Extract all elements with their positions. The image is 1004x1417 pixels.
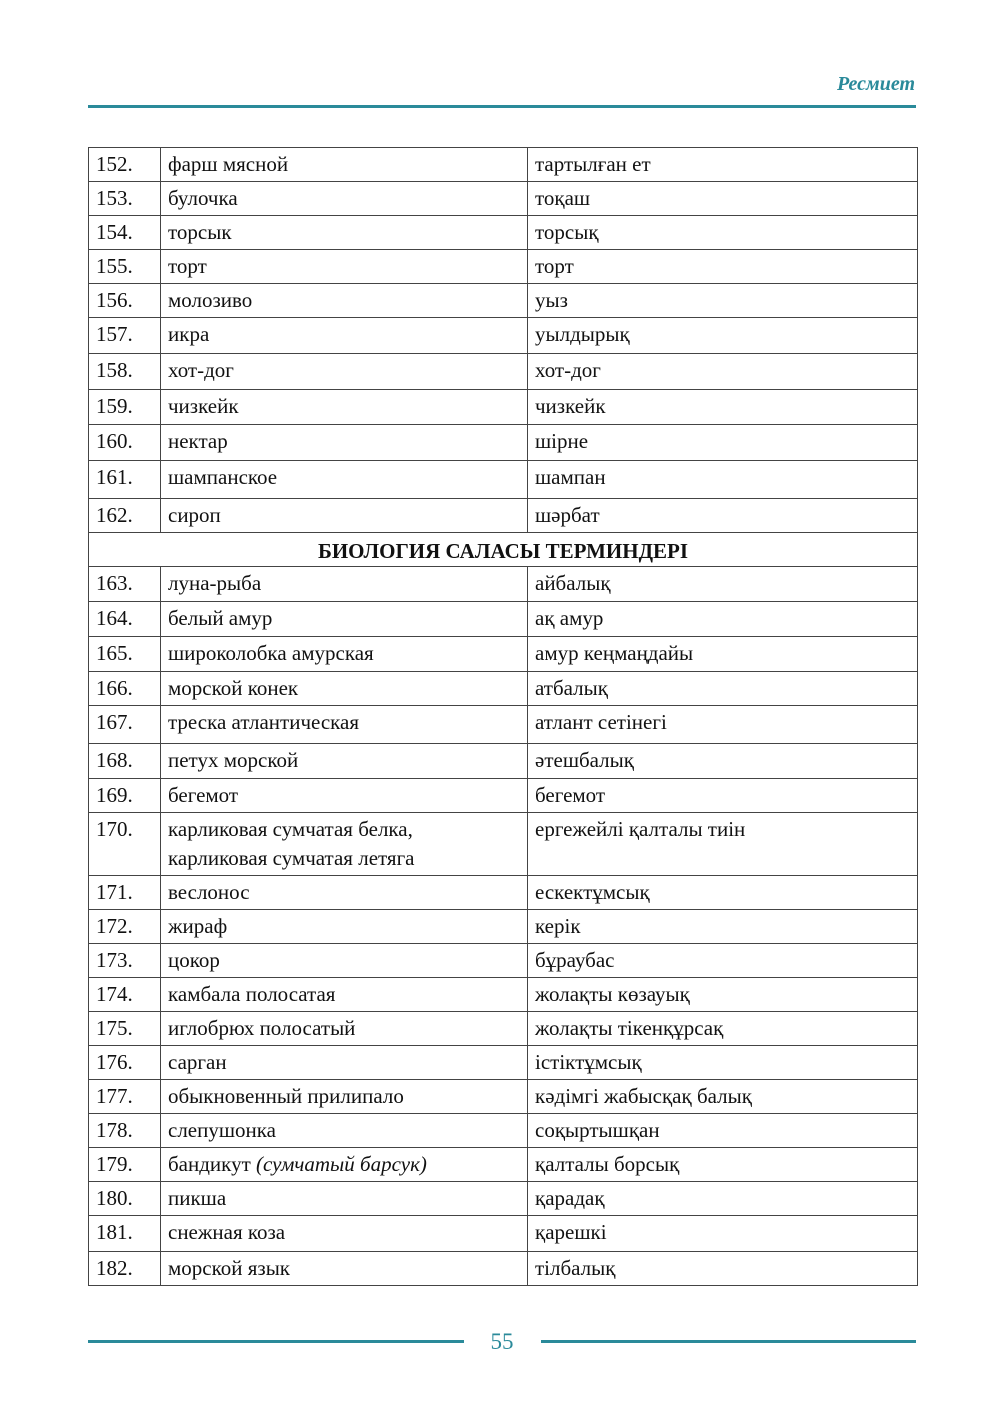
term-kazakh: айбалық: [528, 567, 918, 602]
term-russian-text: нектар: [168, 429, 228, 453]
term-number: 178.: [89, 1114, 161, 1148]
term-russian: [161, 182, 528, 216]
term-kazakh: ергежейлі қалталы тиін: [528, 813, 918, 876]
term-russian-text: шампанское: [168, 465, 278, 489]
term-kazakh: шампан: [528, 461, 918, 499]
table-row: [89, 910, 918, 944]
term-russian: [161, 876, 528, 910]
section-group: [89, 533, 918, 567]
section-title: БИОЛОГИЯ САЛАСЫ ТЕРМИНДЕРІ: [89, 533, 918, 567]
term-kazakh: торт: [528, 250, 918, 284]
header-rule: [88, 105, 916, 108]
term-russian: [161, 567, 528, 602]
term-number: 157.: [89, 318, 161, 354]
term-russian-text: торсык: [168, 220, 232, 244]
biology-terms-group: [89, 567, 918, 1286]
term-russian-note: (сумчатый барсук): [256, 1152, 427, 1176]
term-russian: [161, 216, 528, 250]
term-kazakh: уыз: [528, 284, 918, 318]
term-number: 171.: [89, 876, 161, 910]
term-russian: [161, 602, 528, 637]
term-number: 161.: [89, 461, 161, 499]
table-row: [89, 1252, 918, 1286]
term-number: 172.: [89, 910, 161, 944]
term-number: 152.: [89, 148, 161, 182]
term-russian: [161, 1114, 528, 1148]
term-number: 180.: [89, 1182, 161, 1216]
term-russian-text: треска атлантическая: [168, 710, 360, 734]
term-russian: [161, 1080, 528, 1114]
table-row: [89, 216, 918, 250]
table-row: [89, 944, 918, 978]
term-russian-text: камбала полосатая: [168, 982, 336, 1006]
table-row: [89, 1148, 918, 1182]
term-number: 164.: [89, 602, 161, 637]
term-number: 167.: [89, 706, 161, 744]
term-russian: [161, 706, 528, 744]
term-number: 181.: [89, 1216, 161, 1252]
term-russian-text: хот-дог: [168, 358, 234, 382]
term-number: 168.: [89, 744, 161, 779]
term-russian-text: жираф: [168, 914, 228, 938]
term-russian: [161, 461, 528, 499]
table-row: [89, 706, 918, 744]
term-number: 153.: [89, 182, 161, 216]
term-russian-text: морской язык: [168, 1256, 291, 1280]
term-kazakh: торсық: [528, 216, 918, 250]
table-row: [89, 354, 918, 390]
term-russian: [161, 744, 528, 779]
term-kazakh: кәдімгі жабысқақ балық: [528, 1080, 918, 1114]
table-row: [89, 148, 918, 182]
page-number: 55: [490, 1329, 514, 1354]
term-russian: [161, 499, 528, 533]
term-kazakh: тілбалық: [528, 1252, 918, 1286]
term-number: 162.: [89, 499, 161, 533]
term-kazakh: қарешкі: [528, 1216, 918, 1252]
term-kazakh: уылдырық: [528, 318, 918, 354]
term-kazakh: бұраубас: [528, 944, 918, 978]
term-russian: [161, 390, 528, 425]
term-number: 163.: [89, 567, 161, 602]
term-russian-text: чизкейк: [168, 394, 239, 418]
term-number: 156.: [89, 284, 161, 318]
term-kazakh: бегемот: [528, 779, 918, 813]
section-header-row: [89, 533, 918, 567]
term-russian-text: слепушонка: [168, 1118, 276, 1142]
term-russian-text: булочка: [168, 186, 238, 210]
footer-rule-left: [88, 1340, 464, 1343]
term-russian-text: луна-рыба: [168, 571, 262, 595]
term-russian: [161, 1148, 528, 1182]
table-row: [89, 425, 918, 461]
term-kazakh: жолақты көзауық: [528, 978, 918, 1012]
term-number: 169.: [89, 779, 161, 813]
term-number: 170.: [89, 813, 161, 876]
table-row: [89, 602, 918, 637]
term-number: 166.: [89, 672, 161, 706]
term-kazakh: ескектұмсық: [528, 876, 918, 910]
food-terms-group: [89, 148, 918, 533]
term-kazakh: шәрбат: [528, 499, 918, 533]
term-number: 173.: [89, 944, 161, 978]
term-russian: [161, 250, 528, 284]
term-russian-text: пикша: [168, 1186, 227, 1210]
term-russian: [161, 978, 528, 1012]
term-kazakh: жолақты тікенқұрсақ: [528, 1012, 918, 1046]
table-row: [89, 813, 918, 876]
term-russian-text: бандикут: [168, 1152, 251, 1176]
term-kazakh: ақ амур: [528, 602, 918, 637]
term-russian: [161, 1216, 528, 1252]
term-kazakh: тоқаш: [528, 182, 918, 216]
term-russian: [161, 672, 528, 706]
term-russian: [161, 813, 528, 876]
term-kazakh: тартылған ет: [528, 148, 918, 182]
term-kazakh: шірне: [528, 425, 918, 461]
term-russian: [161, 637, 528, 672]
term-number: 159.: [89, 390, 161, 425]
table-row: [89, 978, 918, 1012]
term-russian: [161, 1182, 528, 1216]
term-russian-text: бегемот: [168, 783, 239, 807]
term-number: 179.: [89, 1148, 161, 1182]
table-row: [89, 672, 918, 706]
term-russian: [161, 1046, 528, 1080]
table-row: [89, 1046, 918, 1080]
terms-table: [88, 147, 918, 1286]
term-russian: [161, 148, 528, 182]
term-kazakh: чизкейк: [528, 390, 918, 425]
term-russian: [161, 944, 528, 978]
term-russian-text: веслонос: [168, 880, 250, 904]
term-russian-text: сарган: [168, 1050, 227, 1074]
term-russian-text: обыкновенный прилипало: [168, 1084, 404, 1108]
table-row: [89, 637, 918, 672]
table-row: [89, 1114, 918, 1148]
table-row: [89, 390, 918, 425]
term-russian-text: белый амур: [168, 606, 273, 630]
term-russian-text: сироп: [168, 503, 221, 527]
term-kazakh: атлант сетінегі: [528, 706, 918, 744]
term-russian-text: широколобка амурская: [168, 641, 374, 665]
term-russian: [161, 425, 528, 461]
term-kazakh: қалталы борсық: [528, 1148, 918, 1182]
table-row: [89, 499, 918, 533]
term-number: 158.: [89, 354, 161, 390]
term-russian-text: цокор: [168, 948, 220, 972]
table-row: [89, 284, 918, 318]
running-header-title: Ресмиет: [837, 73, 915, 95]
table-row: [89, 1182, 918, 1216]
term-russian-text: иглобрюх полосатый: [168, 1016, 356, 1040]
term-russian: [161, 1012, 528, 1046]
table-row: [89, 779, 918, 813]
table-row: [89, 182, 918, 216]
term-number: 175.: [89, 1012, 161, 1046]
term-kazakh: амур кеңмаңдайы: [528, 637, 918, 672]
term-russian-text: торт: [168, 254, 207, 278]
term-number: 160.: [89, 425, 161, 461]
term-russian-text: карликовая сумчатая белка,: [168, 817, 413, 841]
table-row: [89, 318, 918, 354]
term-kazakh: атбалық: [528, 672, 918, 706]
table-row: [89, 461, 918, 499]
footer-rule-right: [541, 1340, 916, 1343]
term-russian: [161, 910, 528, 944]
term-number: 154.: [89, 216, 161, 250]
term-russian: [161, 284, 528, 318]
table-row: [89, 876, 918, 910]
term-kazakh: қарадақ: [528, 1182, 918, 1216]
term-kazakh: соқыртышқан: [528, 1114, 918, 1148]
term-russian-text: петух морской: [168, 748, 299, 772]
term-russian: [161, 1252, 528, 1286]
term-number: 165.: [89, 637, 161, 672]
table-row: [89, 1080, 918, 1114]
table-row: [89, 1012, 918, 1046]
table-row: [89, 250, 918, 284]
table-row: [89, 1216, 918, 1252]
term-russian-text: морской конек: [168, 676, 299, 700]
term-russian: [161, 354, 528, 390]
term-number: 155.: [89, 250, 161, 284]
term-kazakh: хот-дог: [528, 354, 918, 390]
term-number: 182.: [89, 1252, 161, 1286]
term-russian-text: икра: [168, 322, 210, 346]
term-russian-text-line2: карликовая сумчатая летяга: [168, 846, 415, 870]
term-number: 174.: [89, 978, 161, 1012]
term-number: 176.: [89, 1046, 161, 1080]
term-kazakh: әтешбалық: [528, 744, 918, 779]
term-russian-text: фарш мясной: [168, 152, 289, 176]
term-russian-text: молозиво: [168, 288, 253, 312]
term-russian: [161, 318, 528, 354]
table-row: [89, 744, 918, 779]
term-kazakh: керік: [528, 910, 918, 944]
term-kazakh: істіктұмсық: [528, 1046, 918, 1080]
term-russian-text: снежная коза: [168, 1220, 286, 1244]
term-russian: [161, 779, 528, 813]
table-row: [89, 567, 918, 602]
term-number: 177.: [89, 1080, 161, 1114]
